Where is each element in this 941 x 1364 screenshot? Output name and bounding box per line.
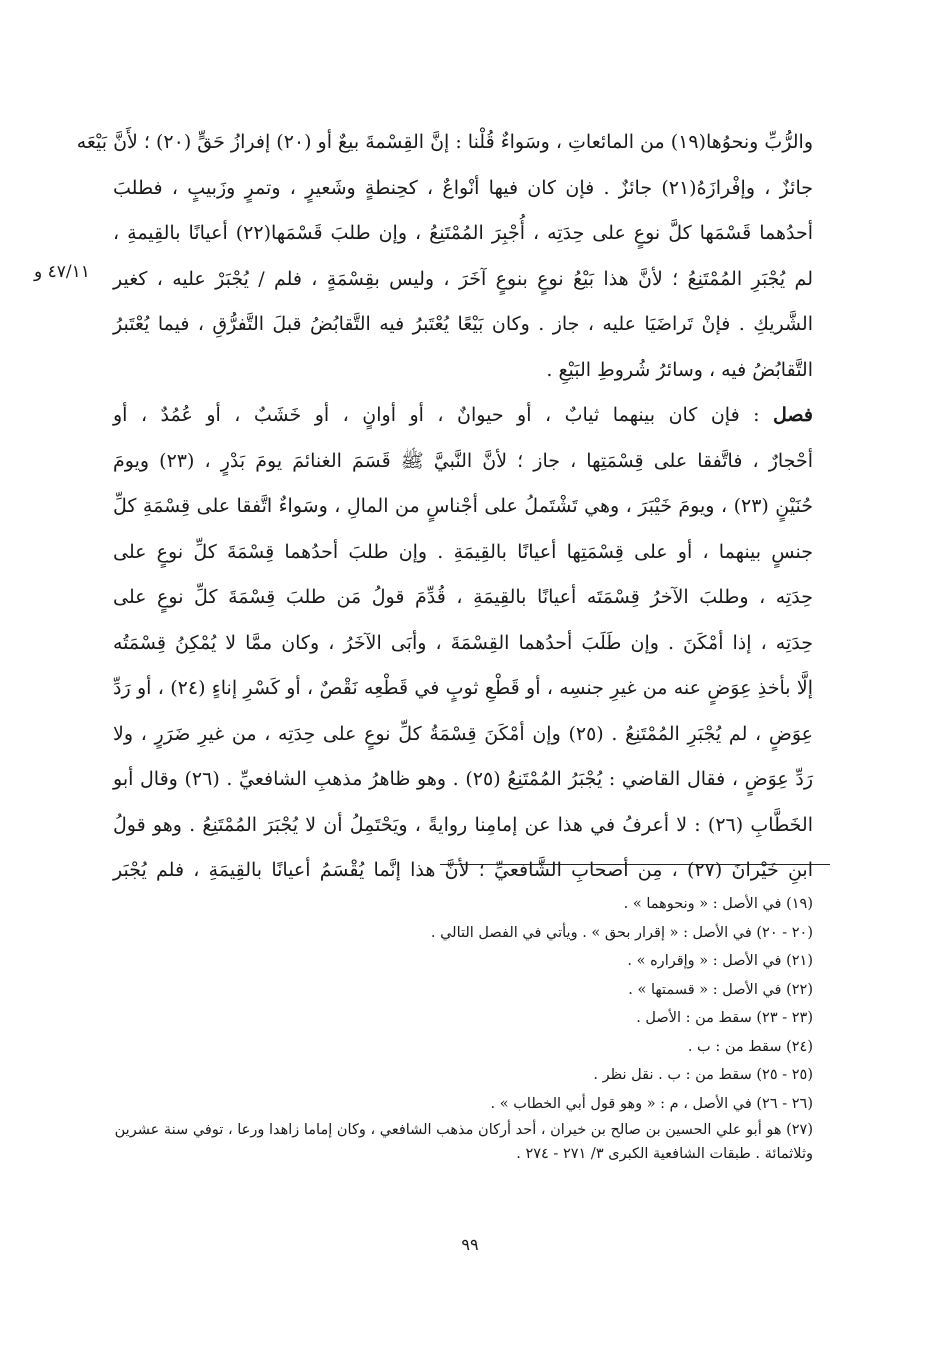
text-line-rest: : فإن كان بينهما ثيابٌ ، أو حيوانٌ ، أو أوانٍ ، أو خَشَبٌ ، أو عُمُدٌ ، أو	[113, 404, 774, 426]
footnote-continuation: وثلاثمائة . طبقات الشافعية الكبرى ٣/ ٢٧١ - ٢٧٤ .	[516, 1146, 813, 1162]
text-line: حُنَيْنٍ (٢٣) ، ويومَ خَيْبَرَ ، وهي تَشْتَملُ على أجْناسٍ من المالِ ، وسَواءٌ اتَّفقا على قِسْمَةِ كلِّ	[113, 495, 813, 517]
text-line: حِدَتِه ، إذا أمْكَنَ . وإن طَلَبَ أحدُهما القِسْمَةَ ، وأبَى الآخَرُ ، وكان ممَّا لا يُمْكِنُ قِسْمَتُه	[113, 631, 813, 654]
footnote: (٢٣ - ٢٣) سقط من : الأصل .	[636, 1010, 813, 1026]
footnote-separator	[440, 864, 830, 865]
footnote: (٢٧) هو أبو علي الحسين بن صالح بن خيران ، أحد أركان مذهب الشافعي ، وكان إماما زاهدا ورعا ، توفي سنة عشرين	[114, 1122, 813, 1138]
footnotes	[113, 890, 813, 1166]
text-line: عِوَضٍ ، لم يُجْبَرِ المُمْتَنِعُ . (٢٥) وإن أمْكَنَ قِسْمَةُ كلِّ نوعٍ على حِدَتِه ، من غيرِ ضَرَرٍ ، ولا	[113, 722, 813, 745]
text-line: الشَّريكِ . فإنْ تَراضَيَا عليه ، جاز . وكان بَيْعًا يُعْتَبرُ فيه التَّقابُضُ قبلَ التَّفرُّقِ ، فيما يُعْتَبرُ	[113, 313, 813, 335]
text-line: والرُّبِّ ونحوُها(١٩) من المائعاتِ ، وسَواءٌ قُلْنا : إنَّ القِسْمةَ بيعٌ أو (٢٠) إفرازُ حَقٍّ (٢٠) ؛ لأَنَّ بَيْعَه	[76, 131, 813, 153]
text-line: ابنِ خَيْرانَ (٢٧) ، مِن أصحابِ الشَّافعيِّ ؛ لأنَّ هذا إنَّما يُقْسَمُ أعيانًا بالقِيمَةِ ، فلم يُجْبَر	[113, 859, 814, 881]
text-line: جنسٍ بينهما ، أو على قِسْمَتِها أعيانًا بالقِيمَةِ . وإن طلبَ أحدُهما قِسْمَةَ كلِّ نوعٍ على	[113, 540, 813, 563]
page-number: ٩٩	[461, 1235, 479, 1254]
footnote: (٢٠ - ٢٠) في الأصل : « إقرار بحق » . ويأتي في الفصل التالي .	[430, 924, 813, 941]
footnote: (١٩) في الأصل : « ونحوهما » .	[623, 896, 813, 912]
text-line: إلَّا بأخذِ عِوَضٍ عنه من غيرِ جنسِه ، أو قَطْعِ ثوبٍ في قَطْعِه نَقْصٌ ، أو كَسْرِ إناءٍ (٢٤) ، أو رَدِّ	[113, 677, 813, 699]
text-line: رَدِّ عِوَضٍ ، فقال القاضي : يُجْبَرُ المُمْتَنِعُ (٢٥) . وهو ظاهرُ مذهبِ الشافعيِّ . (٢٦) وقال أبو	[113, 768, 814, 790]
footnote: (٢٢) في الأصل : « قسمتها » .	[628, 981, 813, 998]
text-line: جائزٌ ، وإفْرازَهُ(٢١) جائزٌ . فإن كان فيها أنْواعٌ ، كحِنطةٍ وشَعيرٍ ، وتمرٍ وزَبيبٍ ، فطلبَ	[113, 176, 813, 199]
main-text	[76, 120, 814, 894]
footnote: (٢٦ - ٢٦) في الأصل ، م : « وهو قول أبي الخطاب » .	[490, 1095, 813, 1112]
section-heading-line	[113, 393, 813, 439]
text-line: حِدَتِه ، وطلبَ الآخرُ قِسْمَتَه أعيانًا بالقِيمَةِ ، قُدِّمَ قولُ مَن طلبَ قِسْمَةَ كلِّ نوعٍ على	[113, 586, 813, 608]
text-line: التَّقابُضُ فيه ، وسائرُ شُروطِ البَيْعِ .	[546, 358, 813, 381]
manuscript-folio-reference: ٤٧/١١ و	[34, 262, 90, 282]
footnote: (٢٥ - ٢٥) سقط من : ب . نقل نظر .	[593, 1067, 813, 1083]
text-line: أحدُهما قَسْمَها كلَّ نوعٍ على حِدَتِه ، أُجْبِرَ المُمْتَنِعُ ، وإن طلبَ قَسْمَها(٢٢) أعيانًا بالقِيمةِ ،	[113, 222, 813, 244]
text-line: أحْجارٌ ، فاتَّفقا على قِسْمَتِها ، جاز ؛ لأنَّ النَّبيَّ ﷺ قَسَمَ الغنائمَ يومَ بَدْرٍ ، (٢٣) ويومَ	[113, 449, 813, 472]
text-line: الخَطَّابِ (٢٦) : لا أعرفُ في هذا عن إمامِنا روايةً ، ويَحْتَمِلُ أن لا يُجْبَرَ المُمْتَنِعُ . وهو قولُ	[113, 813, 813, 836]
section-heading-label: فصل	[773, 404, 813, 426]
footnote: (٢٤) سقط من : ب .	[687, 1038, 813, 1055]
text-line: لم يُجْبَرِ المُمْتَنِعُ ؛ لأنَّ هذا بَيْعُ نوعٍ بنوعٍ آخَرَ ، وليس بقِسْمَةٍ ، فلم / يُجْبَرْ عليه ، كغير	[113, 267, 813, 290]
footnote: (٢١) في الأصل : « وإقراره » .	[627, 953, 813, 969]
